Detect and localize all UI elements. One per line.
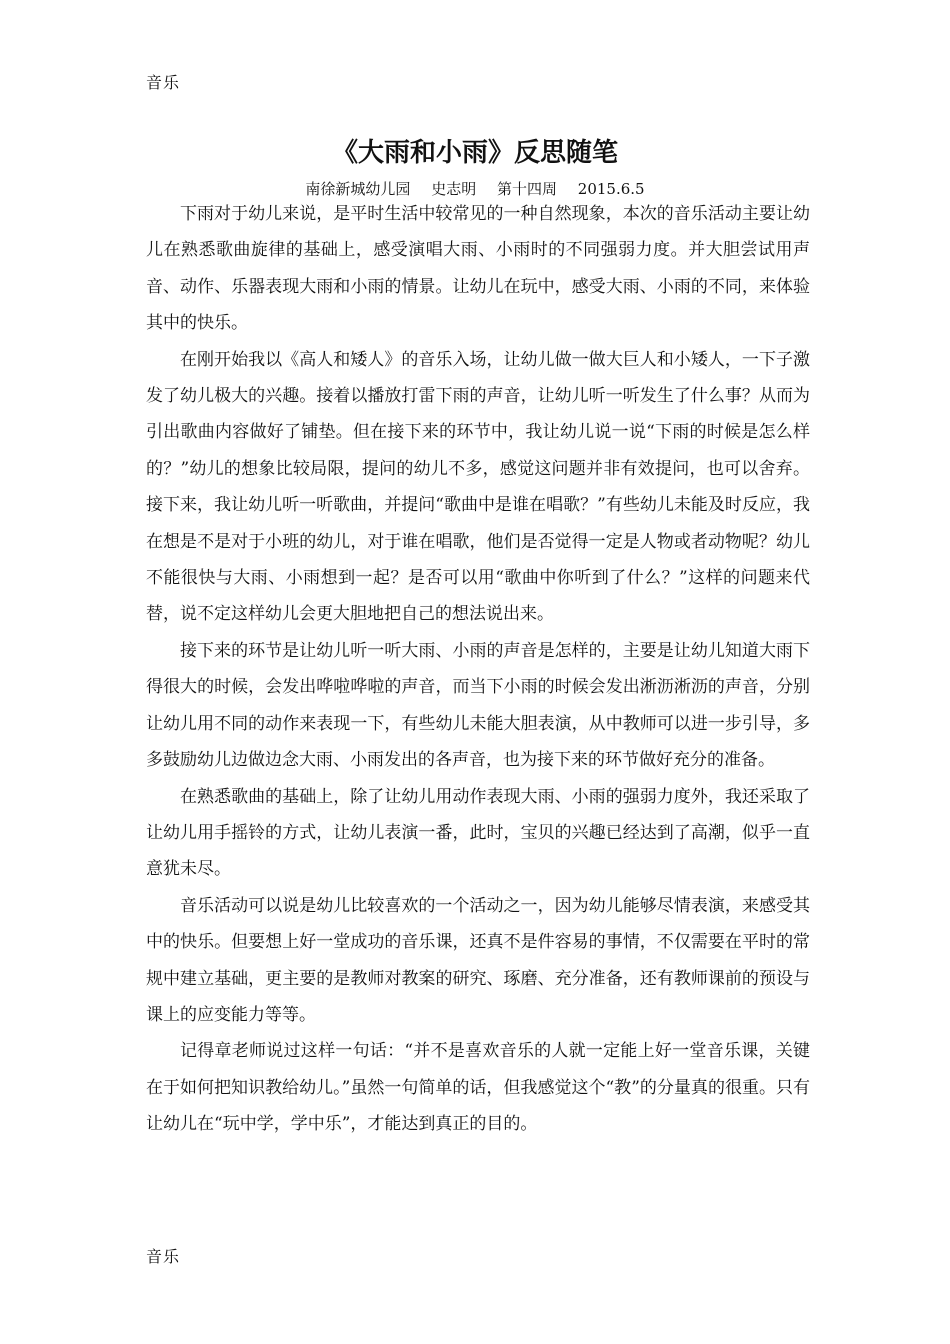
page-footer-label: 音乐 [146,1247,181,1266]
byline-author: 史志明 [431,180,477,198]
paragraph: 在刚开始我以《高人和矮人》的音乐入场，让幼儿做一做大巨人和小矮人，一下子激发了幼儿极大的兴趣。接着以播放打雷下雨的声音，让幼儿听一听发生了什么事？从而为引出歌曲内容做好了铺垫。但在接下来的环节中，我让幼儿说一说“下雨的时候是怎么样的？”幼儿的想象比较局限，提问的幼儿不多，感觉这问题并非有效提问，也可以舍弃。接下来，我让幼儿听一听歌曲，并提问“歌曲中是谁在唱歌？”有些幼儿未能及时反应，我在想是不是对于小班的幼儿，对于谁在唱歌，他们是否觉得一定是人物或者动物呢？幼儿不能很快与大雨、小雨想到一起？是否可以用“歌曲中你听到了什么？”这样的问题来代替，说不定这样幼儿会更大胆地把自己的想法说出来。 [146,349,810,625]
byline-week: 第十四周 [497,180,558,198]
paragraph: 下雨对于幼儿来说，是平时生活中较常见的一种自然现象，本次的音乐活动主要让幼儿在熟悉歌曲旋律的基础上，感受演唱大雨、小雨时的不同强弱力度。并大胆尝试用声音、动作、乐器表现大雨和小雨的情景。让幼儿在玩中，感受大雨、小雨的不同，来体验其中的快乐。 [146,204,810,334]
paragraph: 在熟悉歌曲的基础上，除了让幼儿用动作表现大雨、小雨的强弱力度外，我还采取了让幼儿用手摇铃的方式，让幼儿表演一番，此时，宝贝的兴趣已经达到了高潮，似乎一直意犹未尽。 [146,786,810,880]
paragraph: 接下来的环节是让幼儿听一听大雨、小雨的声音是怎样的，主要是让幼儿知道大雨下得很大的时候，会发出哗啦哗啦的声音，而当下小雨的时候会发出淅沥淅沥的声音，分别让幼儿用不同的动作来表现一下，有些幼儿未能大胆表演，从中教师可以进一步引导，多多鼓励幼儿边做边念大雨、小雨发出的各声音，也为接下来的环节做好充分的准备。 [146,640,810,771]
byline-school: 南徐新城幼儿园 [305,180,411,198]
byline-date: 2015.6.5 [577,180,645,198]
document-title: 《大雨和小雨》反思随笔 [331,138,618,168]
page-header-label: 音乐 [146,73,181,92]
paragraph: 音乐活动可以说是幼儿比较喜欢的一个活动之一，因为幼儿能够尽情表演，来感受其中的快乐。但要想上好一堂成功的音乐课，还真不是件容易的事情，不仅需要在平时的常规中建立基础，更主要的是教师对教案的研究、琢磨、充分准备，还有教师课前的预设与课上的应变能力等等。 [146,895,810,1025]
article-body [146,196,810,1143]
paragraph: 记得章老师说过这样一句话：“并不是喜欢音乐的人就一定能上好一堂音乐课，关键在于如何把知识教给幼儿。”虽然一句简单的话，但我感觉这个“教”的分量真的很重。只有让幼儿在“玩中学，学中乐”，才能达到真正的目的。 [146,1041,810,1135]
